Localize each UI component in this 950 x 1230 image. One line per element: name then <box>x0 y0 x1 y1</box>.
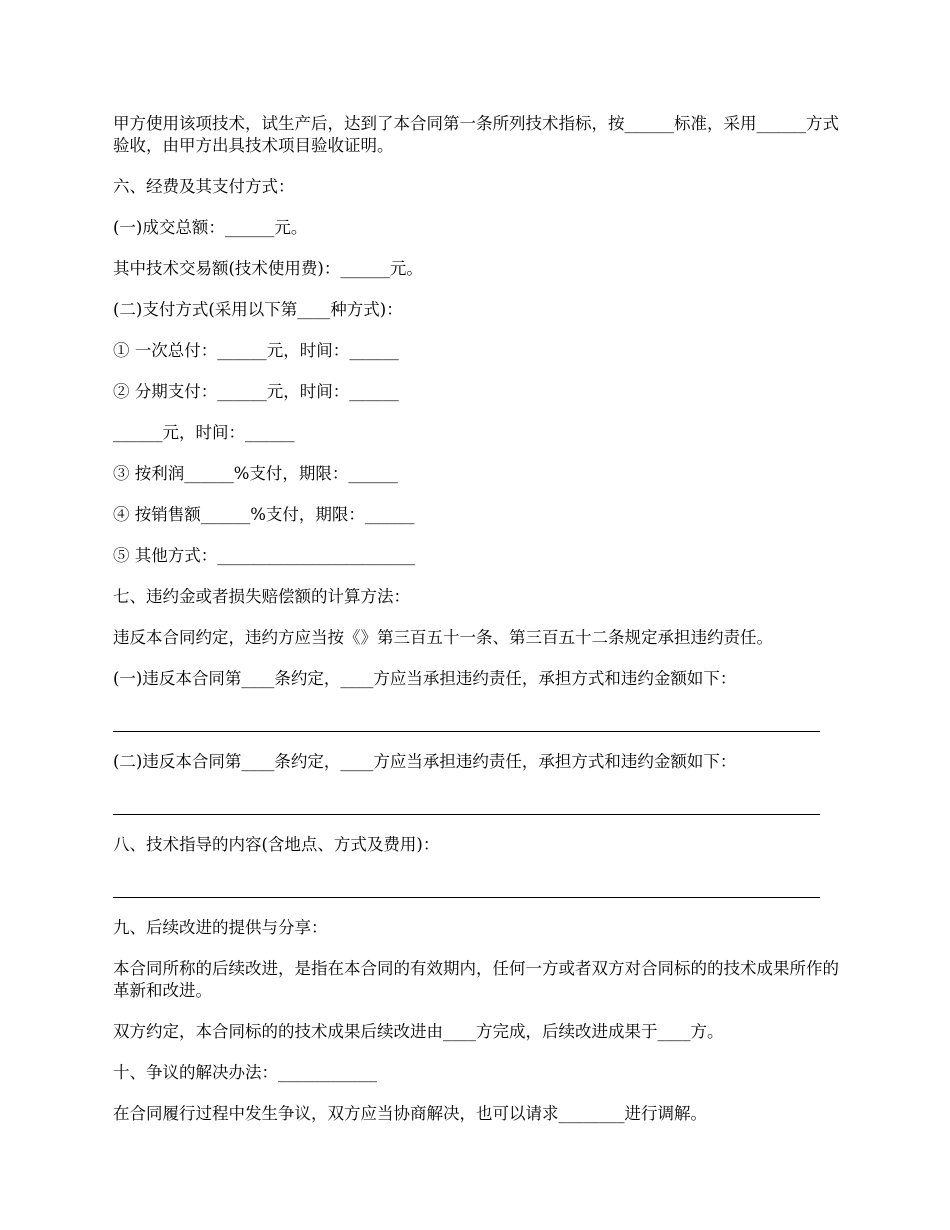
payment-option-2: ② 分期支付：______元，时间：______ <box>113 382 399 401</box>
section-8-heading: 八、技术指导的内容(含地点、方式及费用)： <box>113 835 440 854</box>
spacer <box>113 875 853 897</box>
breach-liability-line: 违反本合同约定，违约方应当按《》第三百五十一条、第三百五十二条规定承担违约责任。 <box>113 628 773 647</box>
payment-option-4: ④ 按销售额______%支付，期限：______ <box>113 505 415 524</box>
tech-fee-line: 其中技术交易额(技术使用费)：______元。 <box>113 259 423 278</box>
spacer <box>113 792 853 814</box>
breach-item-2: (二)违反本合同第____条约定，____方应当承担违约责任，承担方式和违约金额如下： <box>113 752 737 771</box>
section-6-heading: 六、经费及其支付方式： <box>113 177 295 196</box>
spacer <box>113 709 853 731</box>
acceptance-clause: 甲方使用该项技术，试生产后，达到了本合同第一条所列技术指标，按______标准，采用______方式验收，由甲方出具技术项目验收证明。 <box>113 114 839 155</box>
payment-option-2-cont: ______元，时间：______ <box>113 423 295 442</box>
section-9-heading: 九、后续改进的提供与分享： <box>113 918 328 937</box>
improvement-definition: 本合同所称的后续改进，是指在本合同的有效期内，任何一方或者双方对合同标的的技术成果所作的革新和改进。 <box>113 959 839 1000</box>
improvement-agreement: 双方约定，本合同标的的技术成果后续改进由____方完成，后续改进成果于____方。 <box>113 1022 724 1041</box>
payment-option-1: ① 一次总付：______元，时间：______ <box>113 341 399 360</box>
payment-option-5: ⑤ 其他方式：________________________ <box>113 546 416 565</box>
fill-in-line <box>113 731 820 732</box>
payment-option-3: ③ 按利润______%支付，期限：______ <box>113 464 398 483</box>
total-amount-line: (一)成交总额：______元。 <box>113 218 308 237</box>
payment-method-line: (二)支付方式(采用以下第____种方式)： <box>113 300 403 319</box>
breach-item-1: (一)违反本合同第____条约定，____方应当承担违约责任，承担方式和违约金额如下： <box>113 669 737 688</box>
section-10-heading: 十、争议的解决办法：____________ <box>113 1063 377 1082</box>
fill-in-line <box>113 814 820 815</box>
section-7-heading: 七、违约金或者损失赔偿额的计算方法： <box>113 587 410 606</box>
contract-page <box>113 113 853 1144</box>
fill-in-line <box>113 897 820 898</box>
dispute-resolution-line: 在合同履行过程中发生争议，双方应当协商解决，也可以请求________进行调解。 <box>113 1104 707 1123</box>
